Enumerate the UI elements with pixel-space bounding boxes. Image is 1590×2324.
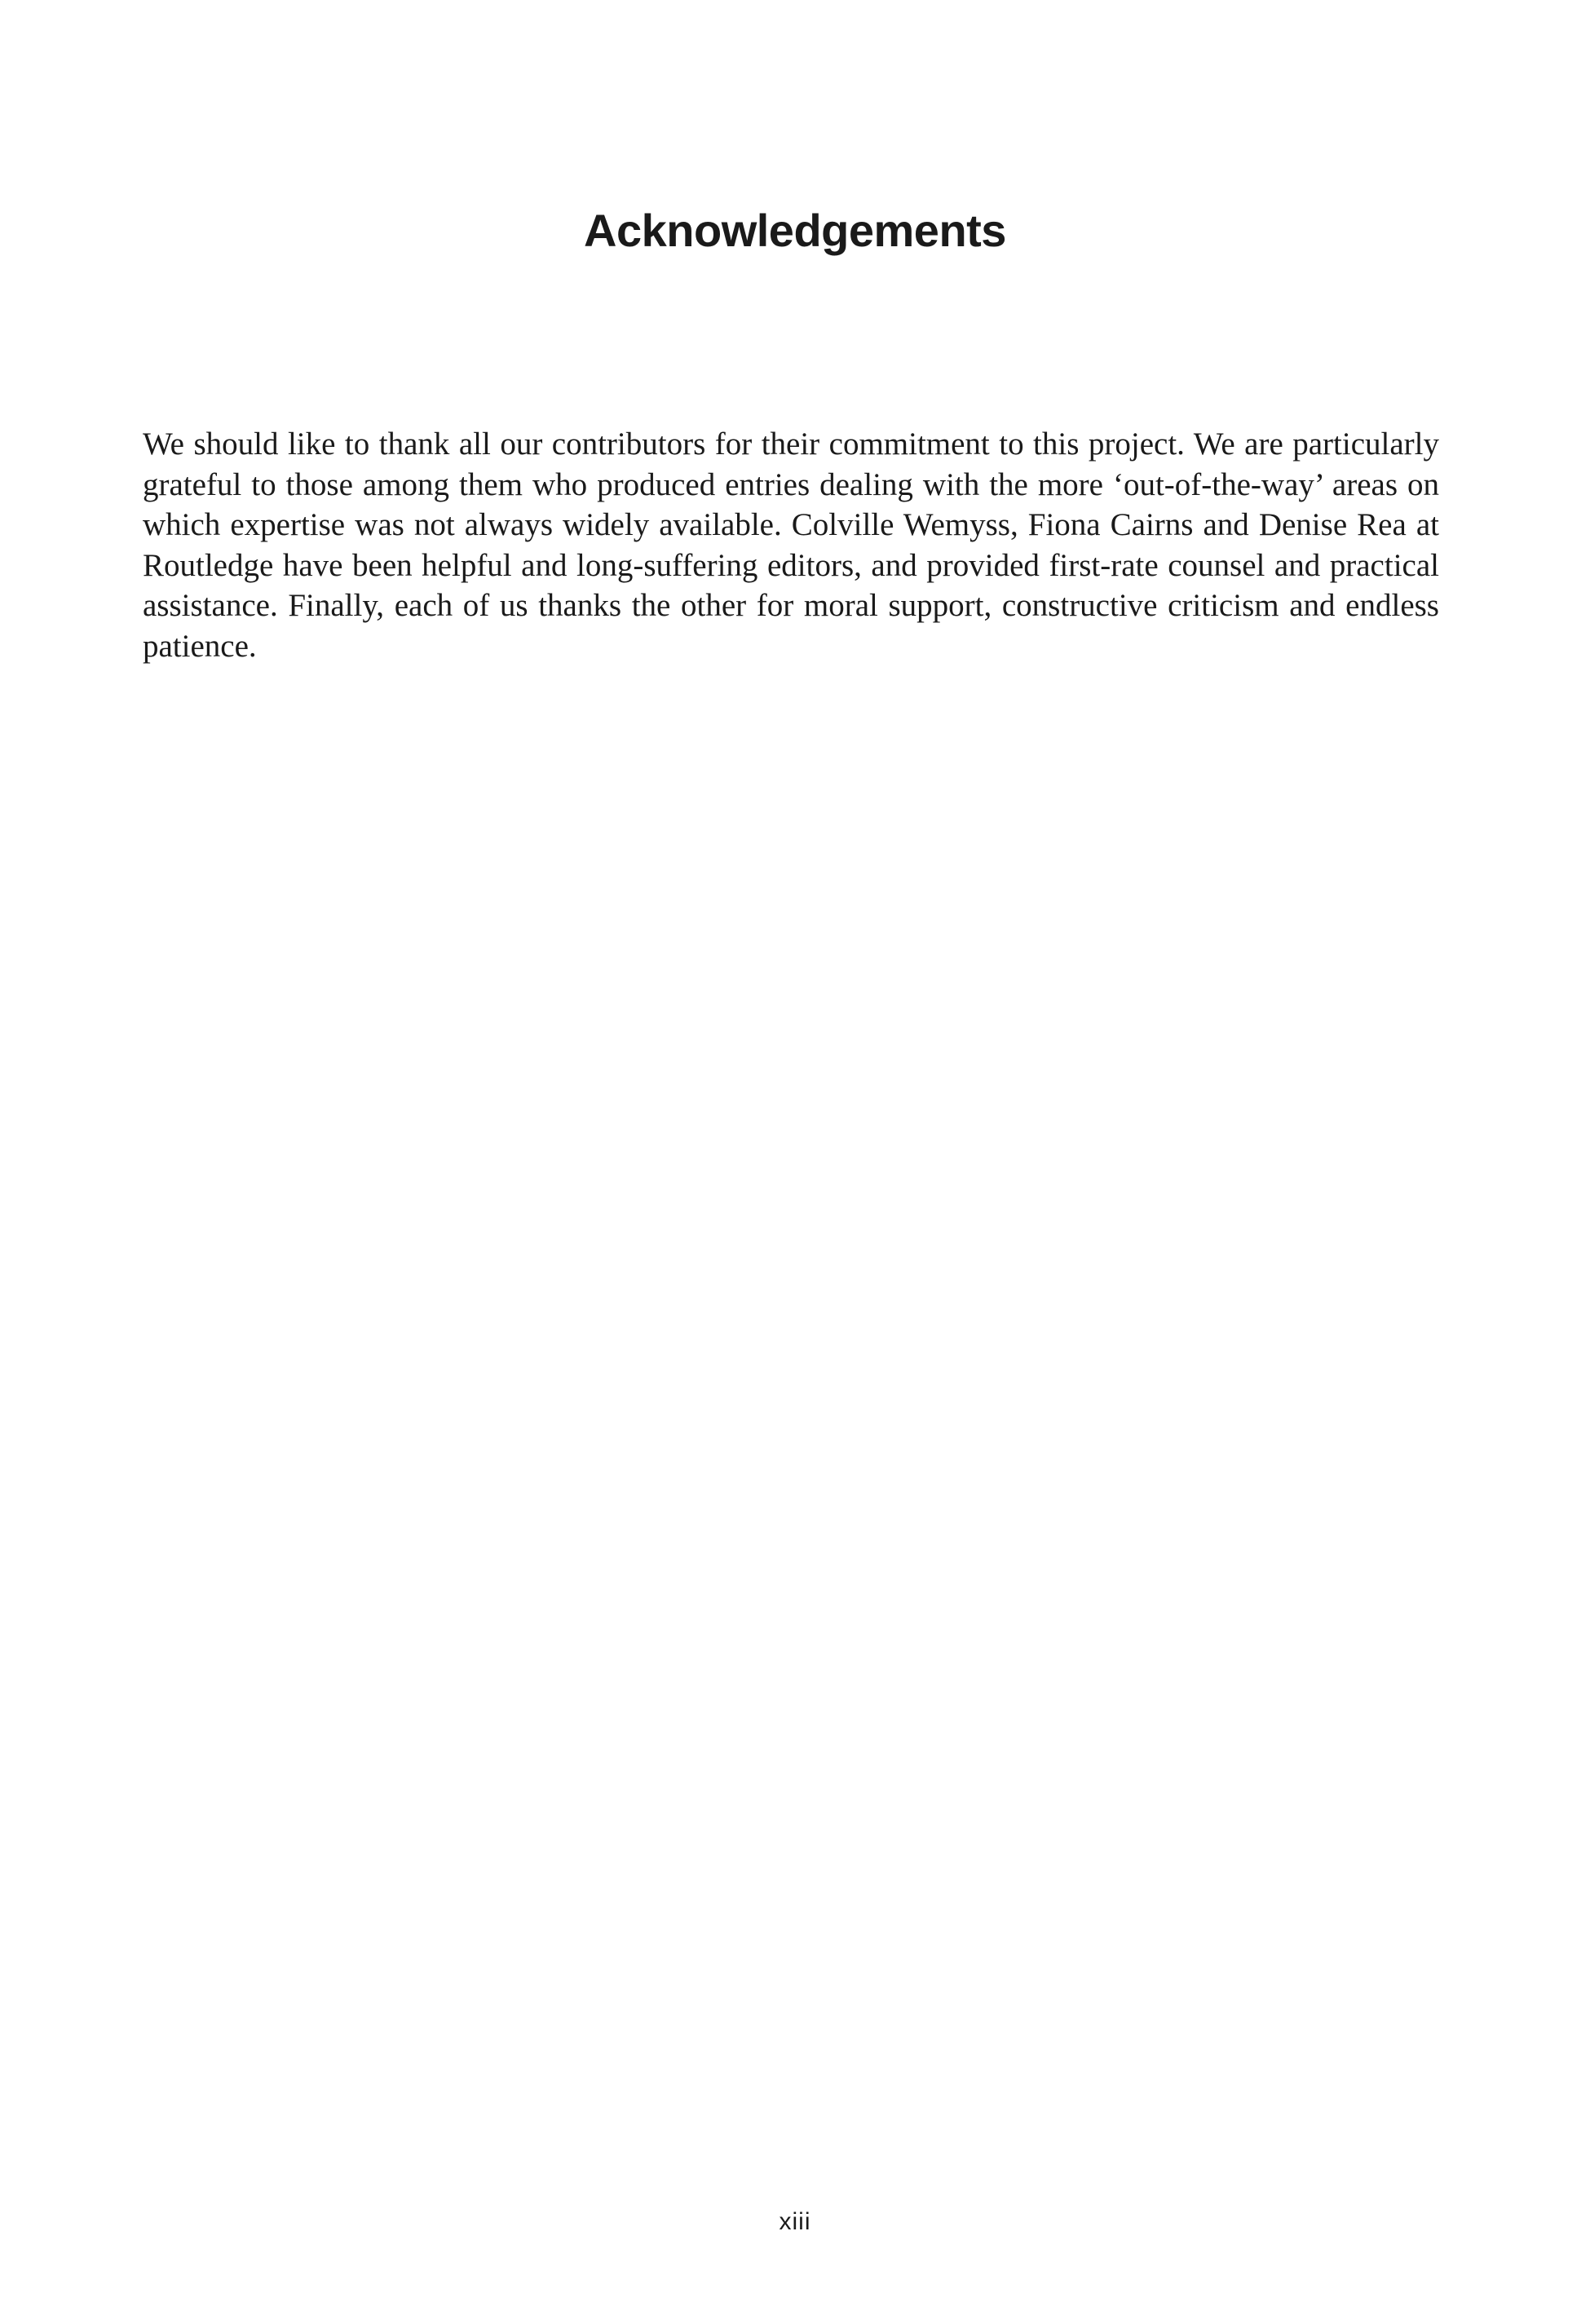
- acknowledgements-paragraph: We should like to thank all our contributors for their commitment to this project. We are particularly grateful to those among them who produced entries dealing with the more ‘out-of-the-way’ areas on which expertise was not always widely available. Colville Wemyss, Fiona Cairns and Denise Rea at Routledge have been helpful and long-suffering editors, and provided first-rate counsel and practical assistance. Finally, each of us thanks the other for moral support, constructive criticism and endless patience.: [143, 426, 1439, 664]
- page-number: xiii: [779, 2208, 811, 2235]
- page-title: Acknowledgements: [584, 205, 1006, 256]
